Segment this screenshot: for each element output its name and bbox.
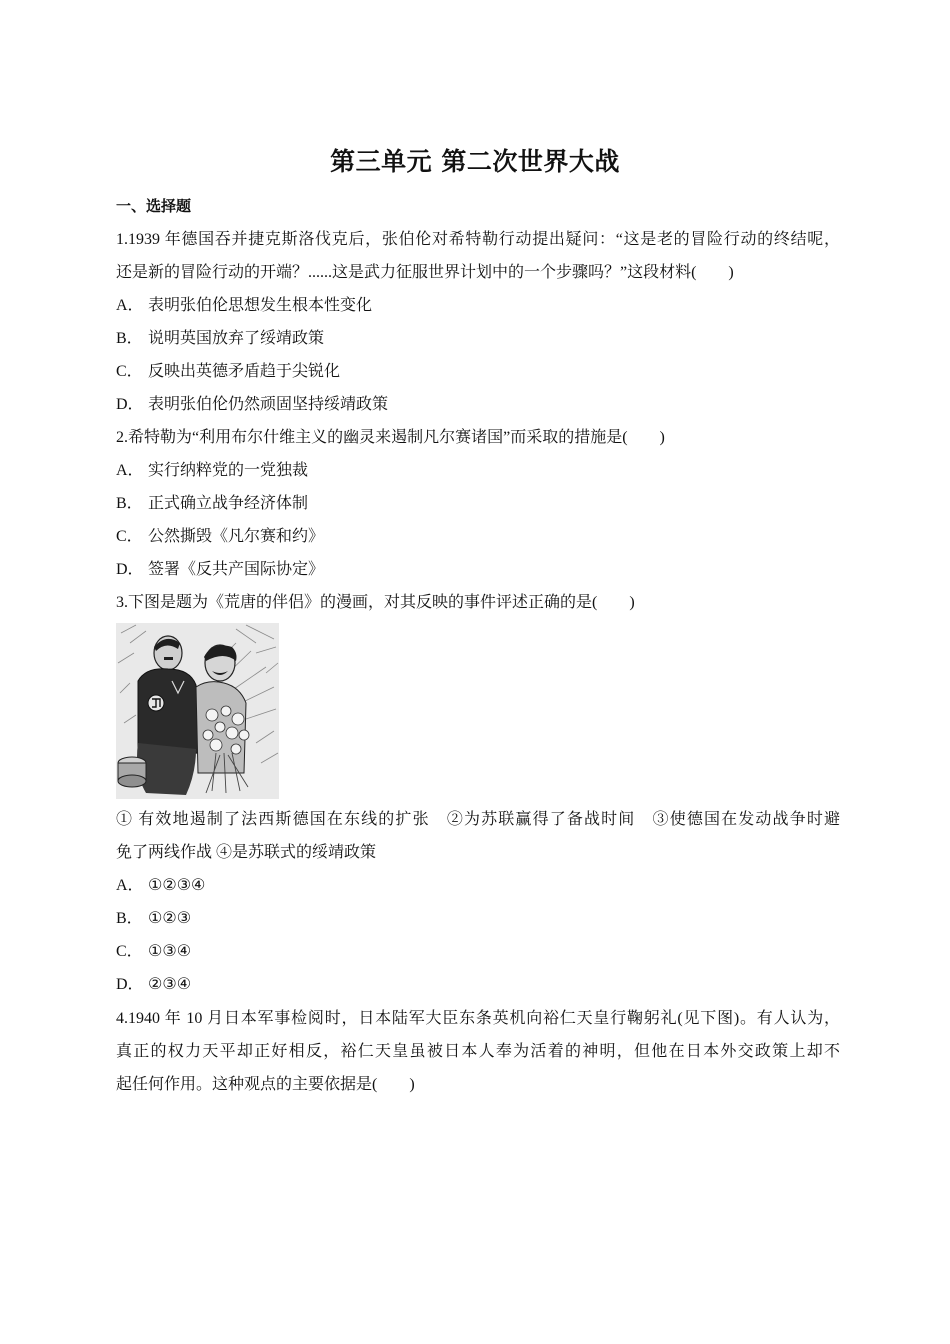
question-3-line-1: 3.下图是题为《荒唐的伴侣》的漫画，对其反映的事件评述正确的是( ): [116, 594, 635, 611]
section-heading: 一、选择题: [116, 197, 192, 215]
question-2-option-c[interactable]: [116, 527, 324, 547]
option-letter: D．: [116, 561, 144, 578]
option-text: 表明张伯伦思想发生根本性变化: [148, 297, 373, 314]
question-1-option-b[interactable]: [116, 329, 324, 349]
option-letter: C．: [116, 528, 143, 545]
question-4-line-2: 真正的权力天平却正好相反，裕仁天皇虽被日本人奉为活着的神明，但他在日本外交政策上却不: [116, 1043, 840, 1060]
option-letter: A．: [116, 297, 144, 314]
question-3-option-d[interactable]: [116, 975, 191, 995]
option-text: 正式确立战争经济体制: [148, 495, 309, 512]
option-text: ②③④: [148, 976, 192, 993]
question-3-option-c[interactable]: [116, 942, 191, 962]
option-letter: B．: [116, 330, 143, 347]
option-letter: D．: [116, 396, 144, 413]
option-letter: A．: [116, 877, 144, 894]
question-3-option-b[interactable]: [116, 909, 191, 929]
option-letter: C．: [116, 363, 143, 380]
cartoon-image: [116, 623, 279, 799]
question-3-statement-line-1: ① 有效地遏制了法西斯德国在东线的扩张 ②为苏联赢得了备战时间 ③使德国在发动战争时避: [116, 811, 840, 828]
option-letter: A．: [116, 462, 144, 479]
page-title: 第三单元 第二次世界大战: [330, 147, 620, 176]
option-text: 说明英国放弃了绥靖政策: [148, 330, 325, 347]
question-1-option-a[interactable]: [116, 296, 372, 316]
option-text: 签署《反共产国际协定》: [148, 561, 325, 578]
question-1-line-1: 1.1939 年德国吞并捷克斯洛伐克后，张伯伦对希特勒行动提出疑问：“这是老的冒险行动的终结呢，: [116, 231, 840, 248]
question-4-line-1: 4.1940 年 10 月日本军事检阅时，日本陆军大臣东条英机向裕仁天皇行鞠躬礼(见下图)。有人认为，: [116, 1010, 840, 1027]
question-1-option-d[interactable]: [116, 395, 388, 415]
question-4-line-3: 起任何作用。这种观点的主要依据是( ): [116, 1076, 415, 1093]
option-text: 反映出英德矛盾趋于尖锐化: [148, 363, 341, 380]
question-1-option-c[interactable]: [116, 362, 340, 382]
option-letter: B．: [116, 495, 143, 512]
question-2-line-1: 2.希特勒为“利用布尔什维主义的幽灵来遏制凡尔赛诸国”而采取的措施是( ): [116, 429, 665, 446]
question-2-option-a[interactable]: [116, 461, 308, 481]
option-text: ①②③: [148, 910, 192, 927]
option-letter: B．: [116, 910, 143, 927]
question-1-line-2: 还是新的冒险行动的开端？......这是武力征服世界计划中的一个步骤吗？”这段材料( ): [116, 264, 734, 281]
option-text: ①②③④: [148, 877, 206, 894]
option-letter: D．: [116, 976, 144, 993]
option-text: ①③④: [148, 943, 192, 960]
question-2-option-b[interactable]: [116, 494, 308, 514]
question-3-statement-line-2: 免了两线作战 ④是苏联式的绥靖政策: [116, 844, 377, 861]
option-text: 实行纳粹党的一党独裁: [148, 462, 309, 479]
question-3-option-a[interactable]: [116, 876, 205, 896]
option-text: 公然撕毁《凡尔赛和约》: [148, 528, 325, 545]
option-letter: C．: [116, 943, 143, 960]
question-2-option-d[interactable]: [116, 560, 324, 580]
option-text: 表明张伯伦仍然顽固坚持绥靖政策: [148, 396, 389, 413]
